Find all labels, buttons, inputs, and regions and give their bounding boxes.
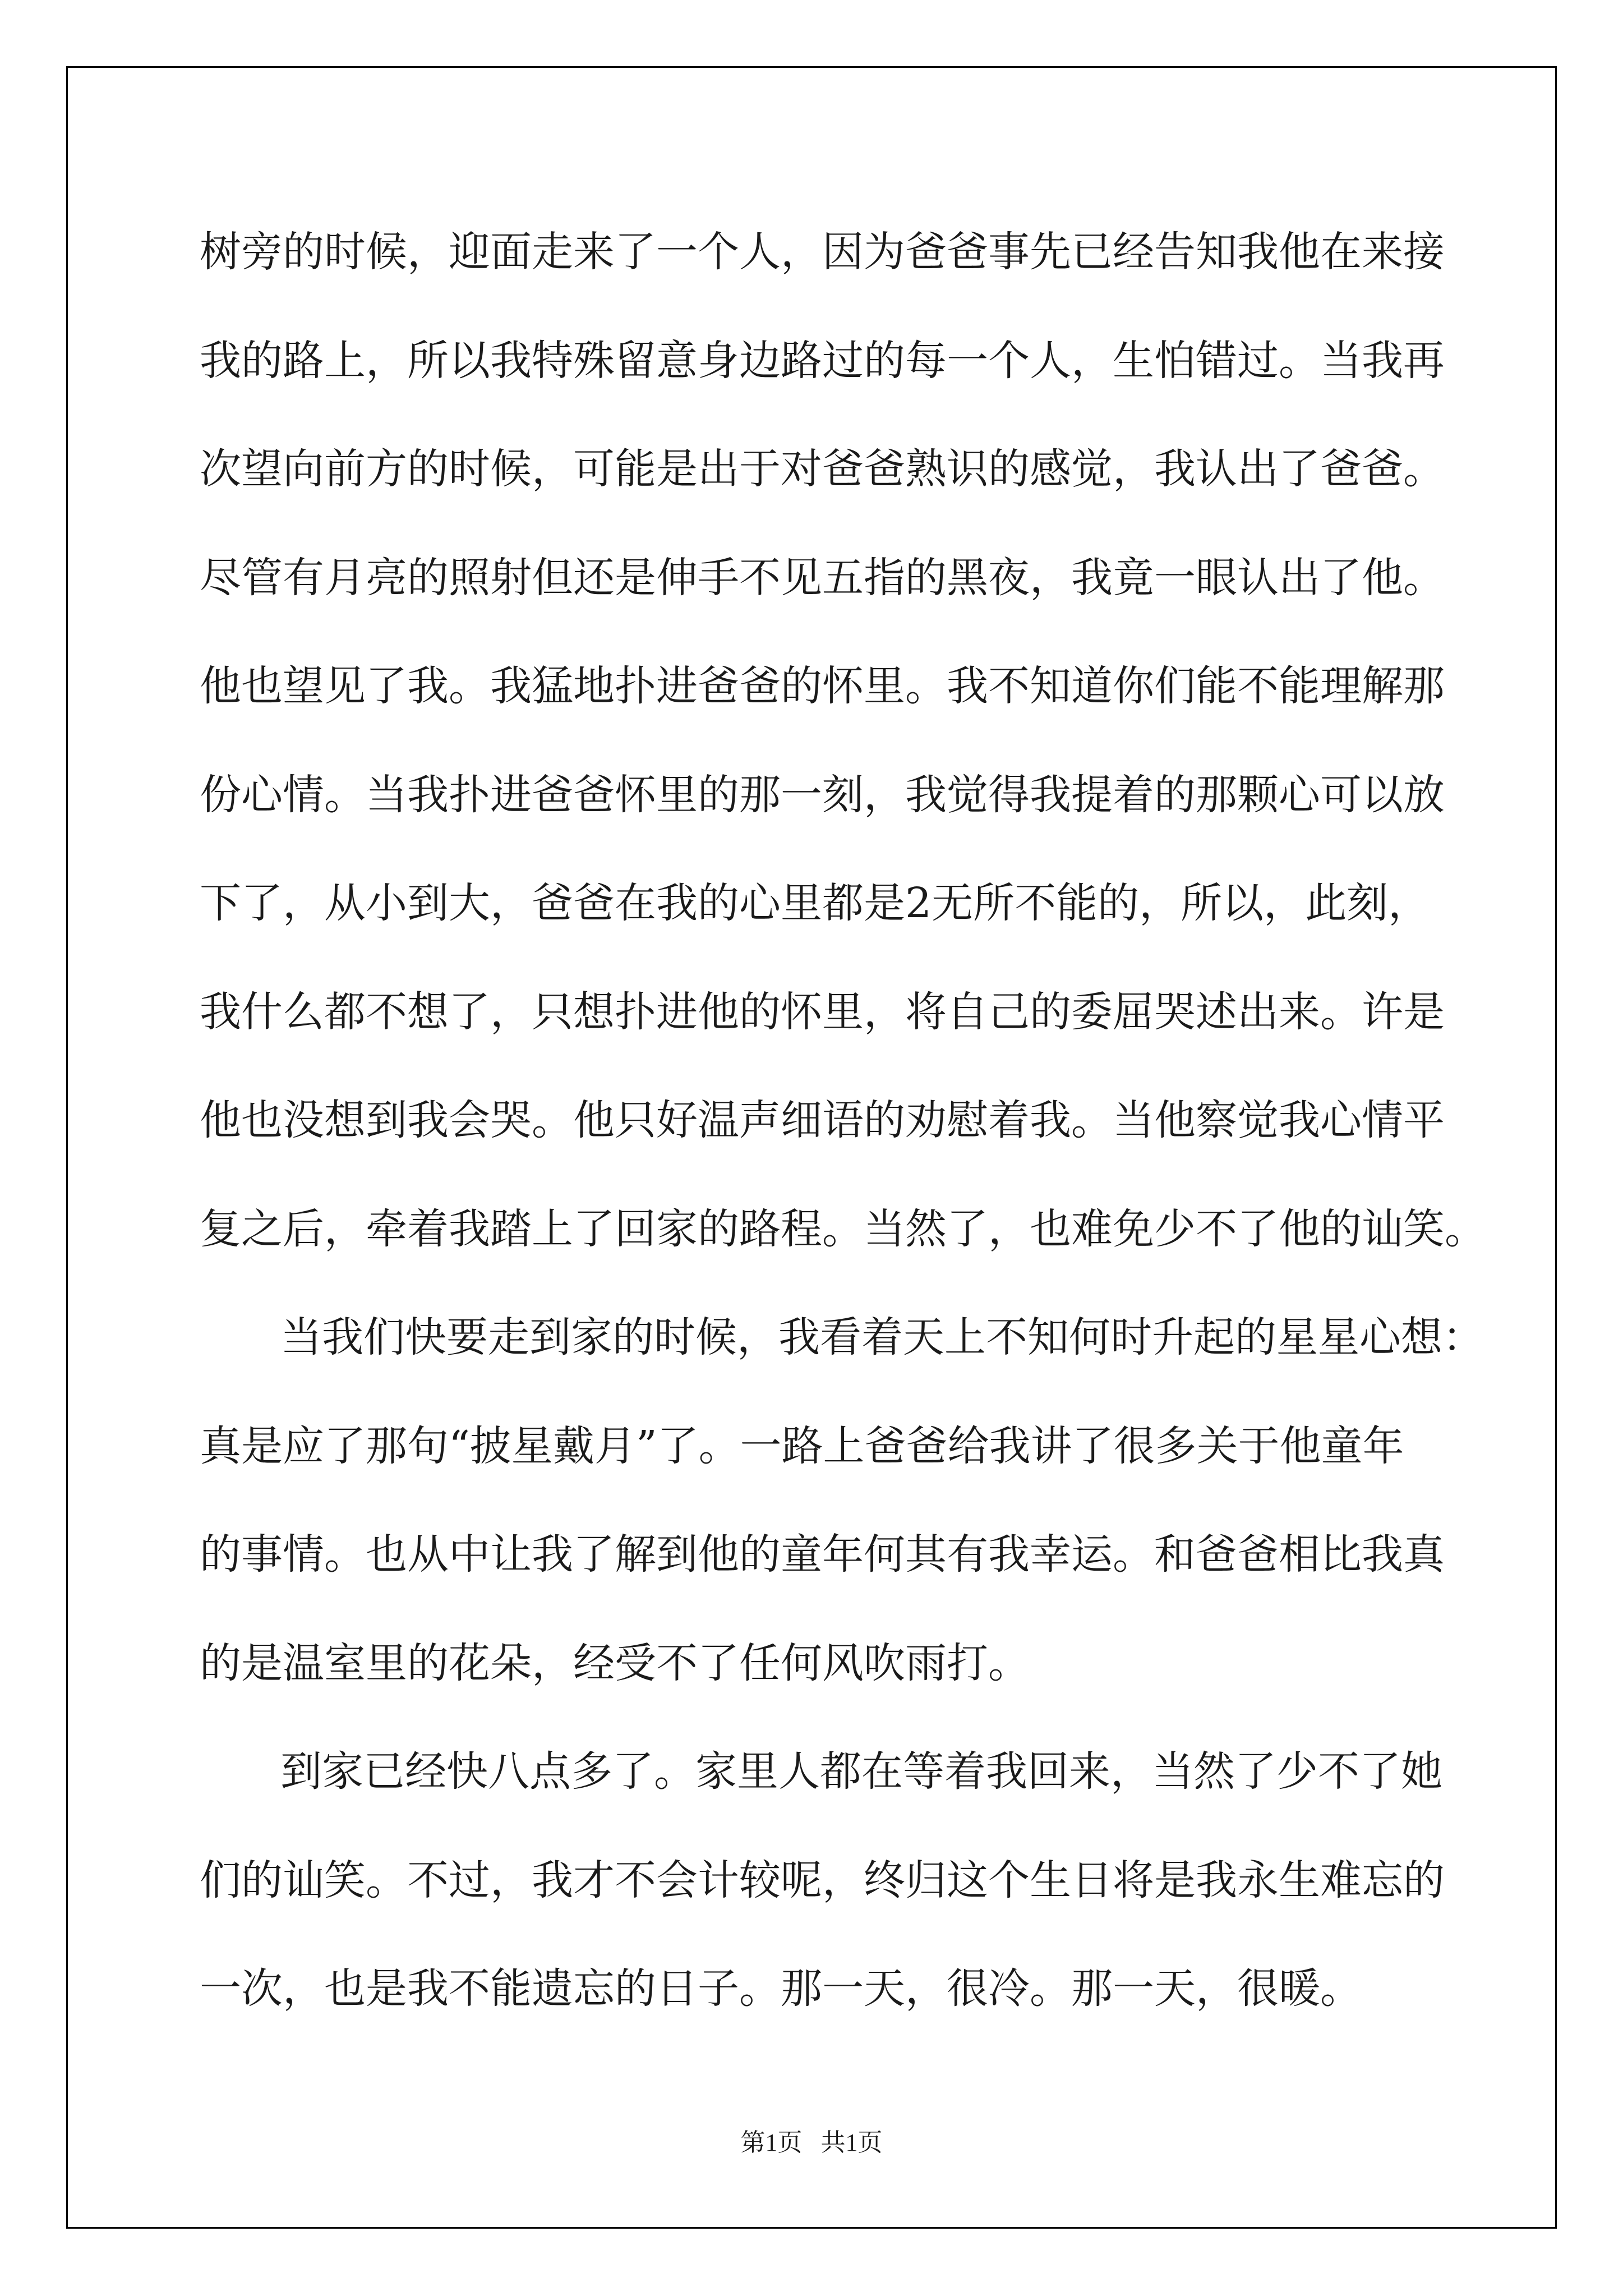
page-footer: 第1页 共1页 (740, 2129, 883, 2156)
text-line-1: 树旁的时候，迎面走来了一个人，因为爸爸事先已经告知我他在来接 (200, 228, 1445, 276)
text-line-12: 真是应了那句“披星戴月”了。一路上爸爸给我讲了很多关于他童年 (200, 1422, 1404, 1470)
text-line-4: 尽管有月亮的照射但还是伸手不见五指的黑夜，我竟一眼认出了他。 (200, 554, 1445, 602)
text-line-14: 的是温室里的花朵，经受不了任何风吹雨打。 (200, 1639, 1030, 1687)
text-line-3: 次望向前方的时候，可能是出于对爸爸熟识的感觉，我认出了爸爸。 (200, 445, 1445, 493)
text-line-6: 份心情。当我扑进爸爸怀里的那一刻，我觉得我提着的那颗心可以放 (200, 771, 1445, 819)
text-line-5: 他也望见了我。我猛地扑进爸爸的怀里。我不知道你们能不能理解那 (200, 662, 1445, 710)
text-line-17: 一次，也是我不能遗忘的日子。那一天，很冷。那一天，很暖。 (200, 1964, 1362, 2013)
text-line-8: 我什么都不想了，只想扑进他的怀里，将自己的委屈哭述出来。许是 (200, 988, 1445, 1036)
text-line-13: 的事情。也从中让我了解到他的童年何其有我幸运。和爸爸相比我真 (200, 1530, 1445, 1579)
text-line-10: 复之后，牵着我踏上了回家的路程。当然了，也难免少不了他的讪笑。 (200, 1205, 1486, 1253)
text-line-7: 下了，从小到大，爸爸在我的心里都是2无所不能的，所以，此刻， (200, 879, 1430, 927)
text-line-2: 我的路上，所以我特殊留意身边路过的每一个人，生怕错过。当我再 (200, 337, 1445, 385)
paragraph-2-line-1: 当我们快要走到家的时候，我看着天上不知何时升起的星星心想： (280, 1313, 1484, 1361)
text-line-9: 他也没想到我会哭。他只好温声细语的劝慰着我。当他察觉我心情平 (200, 1096, 1445, 1144)
text-line-16: 们的讪笑。不过，我才不会计较呢，终归这个生日将是我永生难忘的 (200, 1856, 1445, 1904)
paragraph-3-line-1: 到家已经快八点多了。家里人都在等着我回来，当然了少不了她 (280, 1747, 1442, 1796)
